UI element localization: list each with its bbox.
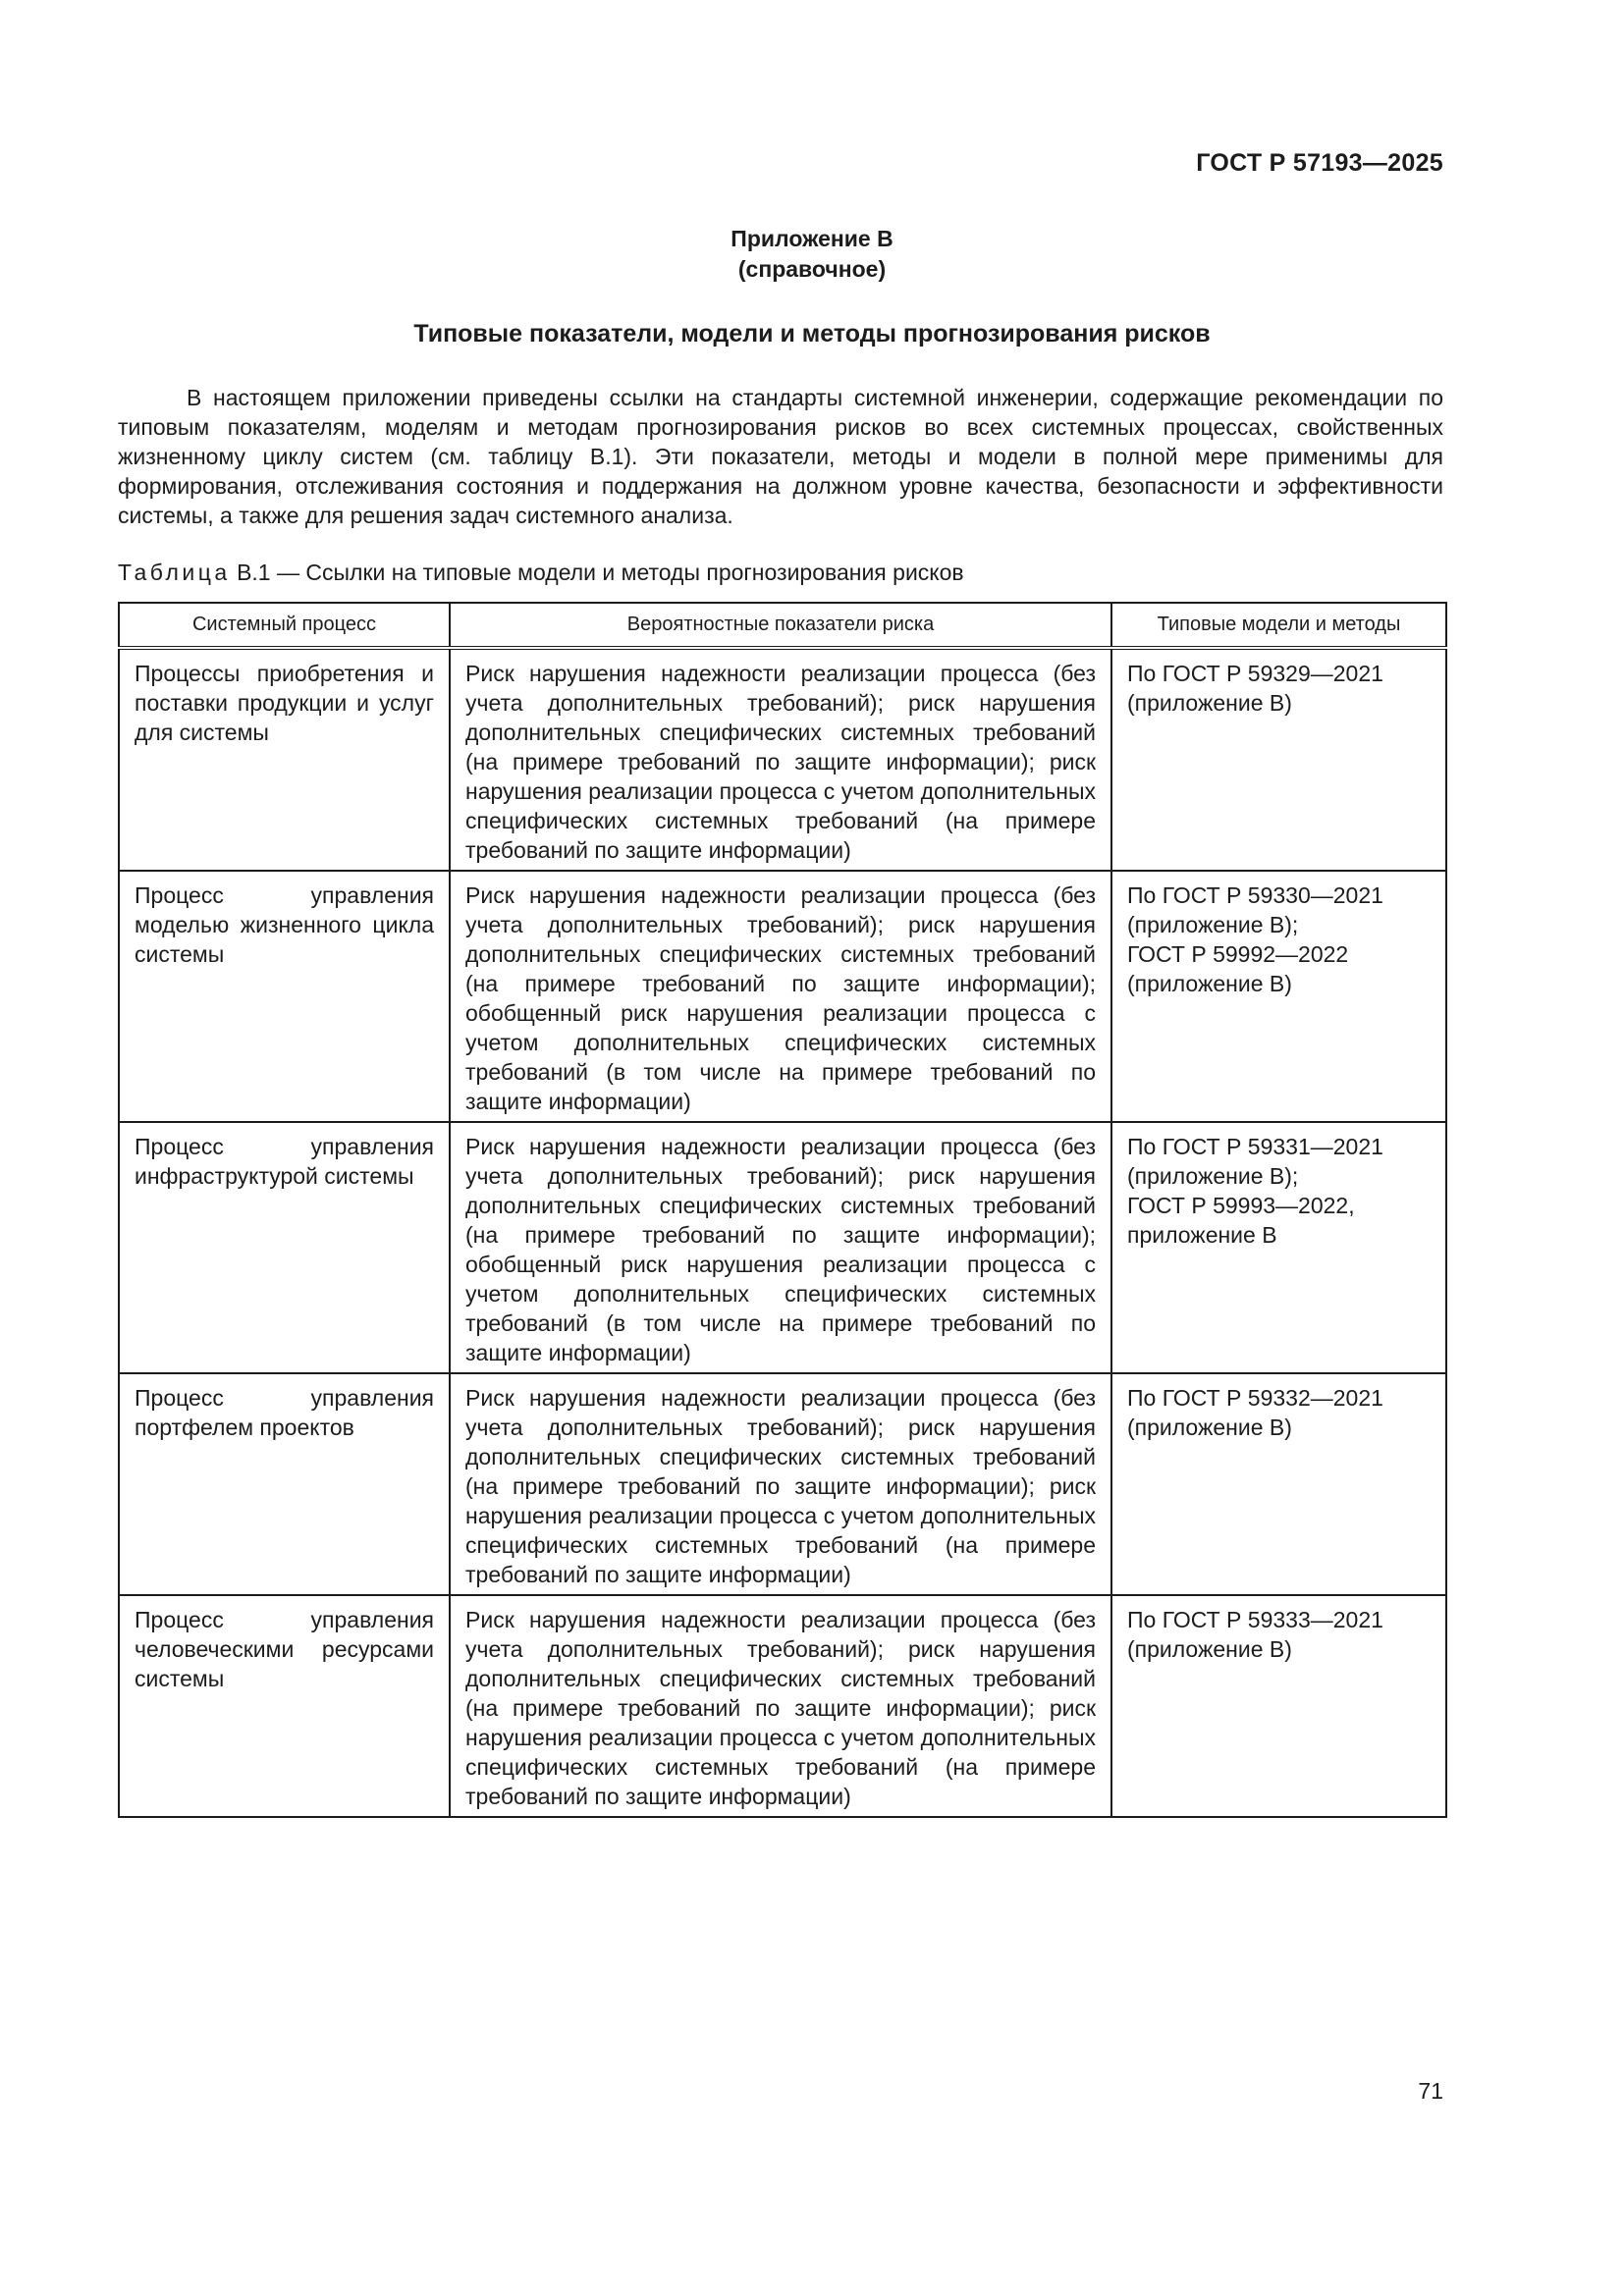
standard-reference: По ГОСТ Р 59330—2021 (приложение В);	[1127, 882, 1383, 937]
risk-item: риск нарушения реализации процесса с учетом дополнительных специфических системных требований (на примере требований по защите информации)	[465, 749, 1097, 863]
reference-cell	[1111, 648, 1446, 871]
header-system-process: Системный процесс	[119, 603, 450, 648]
appendix-title-block	[0, 224, 1624, 285]
risk-cell	[450, 1595, 1111, 1817]
risk-cell	[450, 648, 1111, 871]
section-heading: Типовые показатели, модели и методы прогнозирования рисков	[413, 320, 1211, 347]
header-risk-indicators: Вероятностные показатели риска	[450, 603, 1111, 648]
risk-item: риск нарушения дополнительных специфических системных требований (на примере требований по защите информации);	[465, 1163, 1097, 1248]
risk-item: риск нарушения дополнительных специфических системных требований (на примере требований по защите информации);	[465, 690, 1097, 774]
standard-reference: ГОСТ Р 59992—2022 (приложение В)	[1127, 941, 1349, 996]
table-row	[119, 871, 1446, 1122]
table-row	[119, 1373, 1446, 1595]
risk-item: риск нарушения реализации процесса с учетом дополнительных специфических системных требований (на примере требований по защите информации)	[465, 1695, 1097, 1809]
process-cell: Процесс управления портфелем проектов	[119, 1373, 450, 1595]
standard-reference: По ГОСТ Р 59332—2021 (приложение В)	[1127, 1385, 1383, 1440]
risk-item: риск нарушения дополнительных специфических системных требований (на примере требований по защите информации);	[465, 912, 1097, 996]
risk-cell	[450, 1122, 1111, 1373]
risk-item: Риск нарушения надежности реализации процесса (без учета дополнительных требований);	[465, 1385, 1096, 1440]
appendix-status: (справочное)	[737, 256, 887, 282]
risk-cell	[450, 1373, 1111, 1595]
table-caption	[118, 560, 964, 586]
risk-item: Риск нарушения надежности реализации процесса (без учета дополнительных требований);	[465, 1134, 1096, 1189]
risk-item: Риск нарушения надежности реализации процесса (без учета дополнительных требований);	[465, 882, 1096, 937]
reference-cell	[1111, 1373, 1446, 1595]
reference-cell	[1111, 1595, 1446, 1817]
risk-item: обобщенный риск нарушения реализации процесса с учетом дополнительных специфических системных требований (в том числе на примере требований по защите информации)	[465, 1252, 1096, 1365]
standard-reference: По ГОСТ Р 59333—2021 (приложение В)	[1127, 1607, 1383, 1662]
appendix-title: Приложение В	[731, 226, 893, 251]
table-header-row	[119, 603, 1446, 648]
table-row	[119, 1595, 1446, 1817]
risk-models-table	[118, 602, 1447, 1818]
intro-paragraph: В настоящем приложении приведены ссылки на стандарты системной инженерии, содержащие рекомендации по типовым показателям, моделям и методам прогнозирования рисков во всех системных процессах, свойственных жизненному циклу систем (см. таблицу В.1). Эти показатели, методы и модели в полной мере применимы для формирования, отслеживания состояния и поддержания на должном уровне качества, безопасности и эффективности системы, а также для решения задач системного анализа.	[118, 385, 1443, 528]
process-cell: Процесс управления человеческими ресурсами системы	[119, 1595, 450, 1817]
standard-reference: ГОСТ Р 59993—2022, приложение В	[1127, 1193, 1355, 1248]
process-cell: Процессы приобретения и поставки продукции и услуг для системы	[119, 648, 450, 871]
table-row	[119, 648, 1446, 871]
risk-item: риск нарушения дополнительных специфических системных требований (на примере требований по защите информации);	[465, 1415, 1097, 1499]
page-number: 71	[1418, 2078, 1443, 2104]
risk-item: Риск нарушения надежности реализации процесса (без учета дополнительных требований);	[465, 661, 1096, 716]
header-models-methods: Типовые модели и методы	[1111, 603, 1446, 648]
process-cell: Процесс управления инфраструктурой системы	[119, 1122, 450, 1373]
risk-item: обобщенный риск нарушения реализации процесса с учетом дополнительных специфических системных требований (в том числе на примере требований по защите информации)	[465, 1000, 1096, 1114]
standard-reference: По ГОСТ Р 59331—2021 (приложение В);	[1127, 1134, 1383, 1189]
table-row	[119, 1122, 1446, 1373]
risk-item: риск нарушения реализации процесса с учетом дополнительных специфических системных требований (на примере требований по защите информации)	[465, 1473, 1097, 1587]
document-code: ГОСТ Р 57193—2025	[1196, 149, 1443, 177]
reference-cell	[1111, 871, 1446, 1122]
standard-reference: По ГОСТ Р 59329—2021 (приложение В)	[1127, 661, 1383, 716]
risk-item: риск нарушения дополнительных специфических системных требований (на примере требований по защите информации);	[465, 1636, 1097, 1721]
table-caption-text: В.1 — Ссылки на типовые модели и методы прогнозирования рисков	[237, 560, 964, 585]
risk-item: Риск нарушения надежности реализации процесса (без учета дополнительных требований);	[465, 1607, 1096, 1662]
reference-cell	[1111, 1122, 1446, 1373]
table-caption-label: Таблица	[118, 560, 231, 585]
risk-cell	[450, 871, 1111, 1122]
process-cell: Процесс управления моделью жизненного цикла системы	[119, 871, 450, 1122]
